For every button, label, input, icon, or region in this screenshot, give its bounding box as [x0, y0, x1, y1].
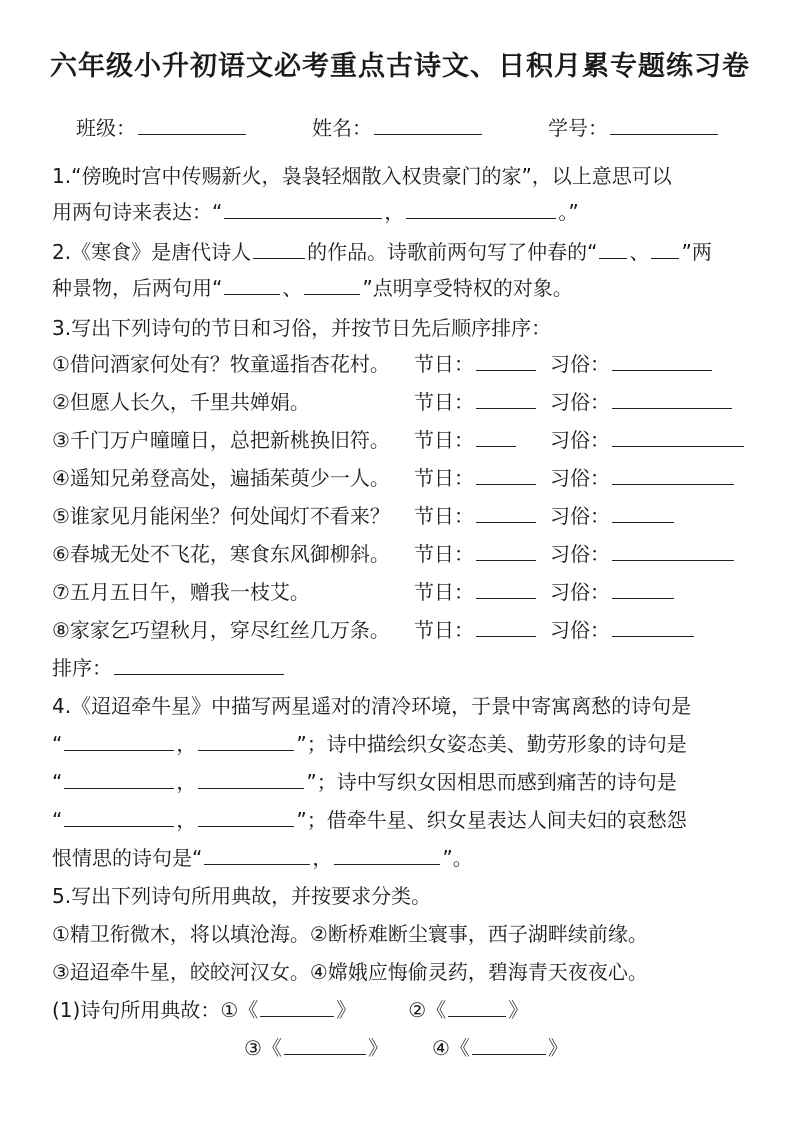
- q3-item-7: ⑦五月五日午，赠我一枝艾。 节日： 习俗：: [52, 576, 676, 605]
- q3-intro: 3.写出下列诗句的节日和习俗，并按节日先后顺序排序：: [52, 316, 552, 340]
- q1-line-2: 用两句诗来表达：“ ， 。”: [52, 200, 579, 224]
- q3-item-5: ⑤谁家见月能闲坐？何处闻灯不看来？ 节日： 习俗：: [52, 500, 676, 529]
- q4-blank-3[interactable]: [64, 768, 174, 789]
- q5-sub1-row-2: ③《 》 ④《 》: [244, 1036, 568, 1060]
- page-title: 六年级小升初语文必考重点古诗文、日积月累专题练习卷: [50, 51, 750, 82]
- custom-blank-3[interactable]: [612, 426, 744, 447]
- q4-blank-4[interactable]: [198, 768, 304, 789]
- name-label: 姓名：: [312, 116, 372, 140]
- allusion-blank-3[interactable]: [284, 1034, 366, 1055]
- q3-item-6: ⑥春城无处不飞花，寒食东风御柳斜。 节日： 习俗：: [52, 538, 736, 567]
- q2-object-blank-1[interactable]: [224, 274, 280, 295]
- custom-blank-5[interactable]: [612, 502, 674, 523]
- q3-item-8: ⑧家家乞巧望秋月，穿尽红丝几万条。 节日： 习俗：: [52, 614, 696, 643]
- q5-intro: 5.写出下列诗句所用典故，并按要求分类。: [52, 884, 432, 908]
- q2-line-2: 种景物，后两句用“ 、 ”点明享受特权的对象。: [52, 276, 573, 300]
- q4-line-5: 恨情思的诗句是“ ， ”。: [52, 846, 473, 870]
- custom-blank-8[interactable]: [612, 616, 694, 637]
- q3-item-3: ③千门万户曈曈日，总把新桃换旧符。 节日： 习俗：: [52, 424, 746, 453]
- q2-poet-blank[interactable]: [253, 238, 305, 259]
- q4-blank-8[interactable]: [334, 844, 440, 865]
- student-id-field: [548, 112, 720, 141]
- allusion-blank-4[interactable]: [472, 1034, 546, 1055]
- q5-line-2: ③迢迢牵牛星，皎皎河汉女。④嫦娥应悔偷灵药，碧海青天夜夜心。: [52, 960, 648, 984]
- q2-object-blank-2[interactable]: [304, 274, 360, 295]
- custom-blank-4[interactable]: [612, 464, 734, 485]
- festival-blank-6[interactable]: [476, 540, 536, 561]
- order-blank[interactable]: [114, 654, 284, 675]
- student-id-blank[interactable]: [610, 114, 718, 135]
- festival-blank-4[interactable]: [476, 464, 536, 485]
- q4-line-3: “ ， ”；诗中写织女因相思而感到痛苦的诗句是: [52, 770, 677, 794]
- custom-blank-7[interactable]: [612, 578, 674, 599]
- q4-line-1: 4.《迢迢牵牛星》中描写两星遥对的清冷环境，于景中寄寓离愁的诗句是: [52, 694, 692, 718]
- allusion-blank-2[interactable]: [448, 996, 506, 1017]
- class-label: 班级：: [76, 116, 136, 140]
- q4-blank-5[interactable]: [64, 806, 174, 827]
- festival-blank-3[interactable]: [476, 426, 516, 447]
- class-blank[interactable]: [138, 114, 246, 135]
- q2-line-1: 2.《寒食》是唐代诗人 的作品。诗歌前两句写了仲春的“ 、 ”两: [52, 240, 712, 264]
- q2-scene-blank-2[interactable]: [651, 238, 679, 259]
- custom-blank-2[interactable]: [612, 388, 732, 409]
- q4-blank-6[interactable]: [198, 806, 294, 827]
- allusion-blank-1[interactable]: [260, 996, 334, 1017]
- q4-line-2: “ ， ”；诗中描绘织女姿态美、勤劳形象的诗句是: [52, 732, 687, 756]
- q1-blank-2[interactable]: [406, 198, 556, 219]
- q3-item-4: ④遥知兄弟登高处，遍插茱萸少一人。 节日： 习俗：: [52, 462, 736, 491]
- festival-blank-1[interactable]: [476, 350, 536, 371]
- festival-blank-5[interactable]: [476, 502, 536, 523]
- name-blank[interactable]: [374, 114, 482, 135]
- custom-blank-1[interactable]: [612, 350, 712, 371]
- festival-blank-2[interactable]: [476, 388, 536, 409]
- name-field: [312, 112, 484, 141]
- student-id-label: 学号：: [548, 116, 608, 140]
- q1-line-1: 1.“傍晚时宫中传赐新火，袅袅轻烟散入权贵豪门的家”，以上意思可以: [52, 164, 672, 188]
- q4-blank-2[interactable]: [198, 730, 294, 751]
- q1-blank-1[interactable]: [224, 198, 382, 219]
- custom-blank-6[interactable]: [612, 540, 734, 561]
- q3-item-2: ②但愿人长久，千里共婵娟。 节日： 习俗：: [52, 386, 734, 415]
- class-field: [76, 112, 248, 141]
- q3-item-1: ①借问酒家何处有？牧童遥指杏花村。 节日： 习俗：: [52, 348, 714, 377]
- festival-blank-7[interactable]: [476, 578, 536, 599]
- festival-blank-8[interactable]: [476, 616, 536, 637]
- q2-scene-blank-1[interactable]: [599, 238, 627, 259]
- q3-order: 排序：: [52, 652, 286, 681]
- q4-blank-1[interactable]: [64, 730, 174, 751]
- q5-line-1: ①精卫衔微木，将以填沧海。②断桥难断尘寰事，西子湖畔续前缘。: [52, 922, 648, 946]
- q5-sub1-row-1: (1)诗句所用典故：①《 》 ②《 》: [52, 998, 529, 1022]
- q4-line-4: “ ， ”；借牵牛星、织女星表达人间夫妇的哀愁怨: [52, 808, 687, 832]
- q4-blank-7[interactable]: [204, 844, 310, 865]
